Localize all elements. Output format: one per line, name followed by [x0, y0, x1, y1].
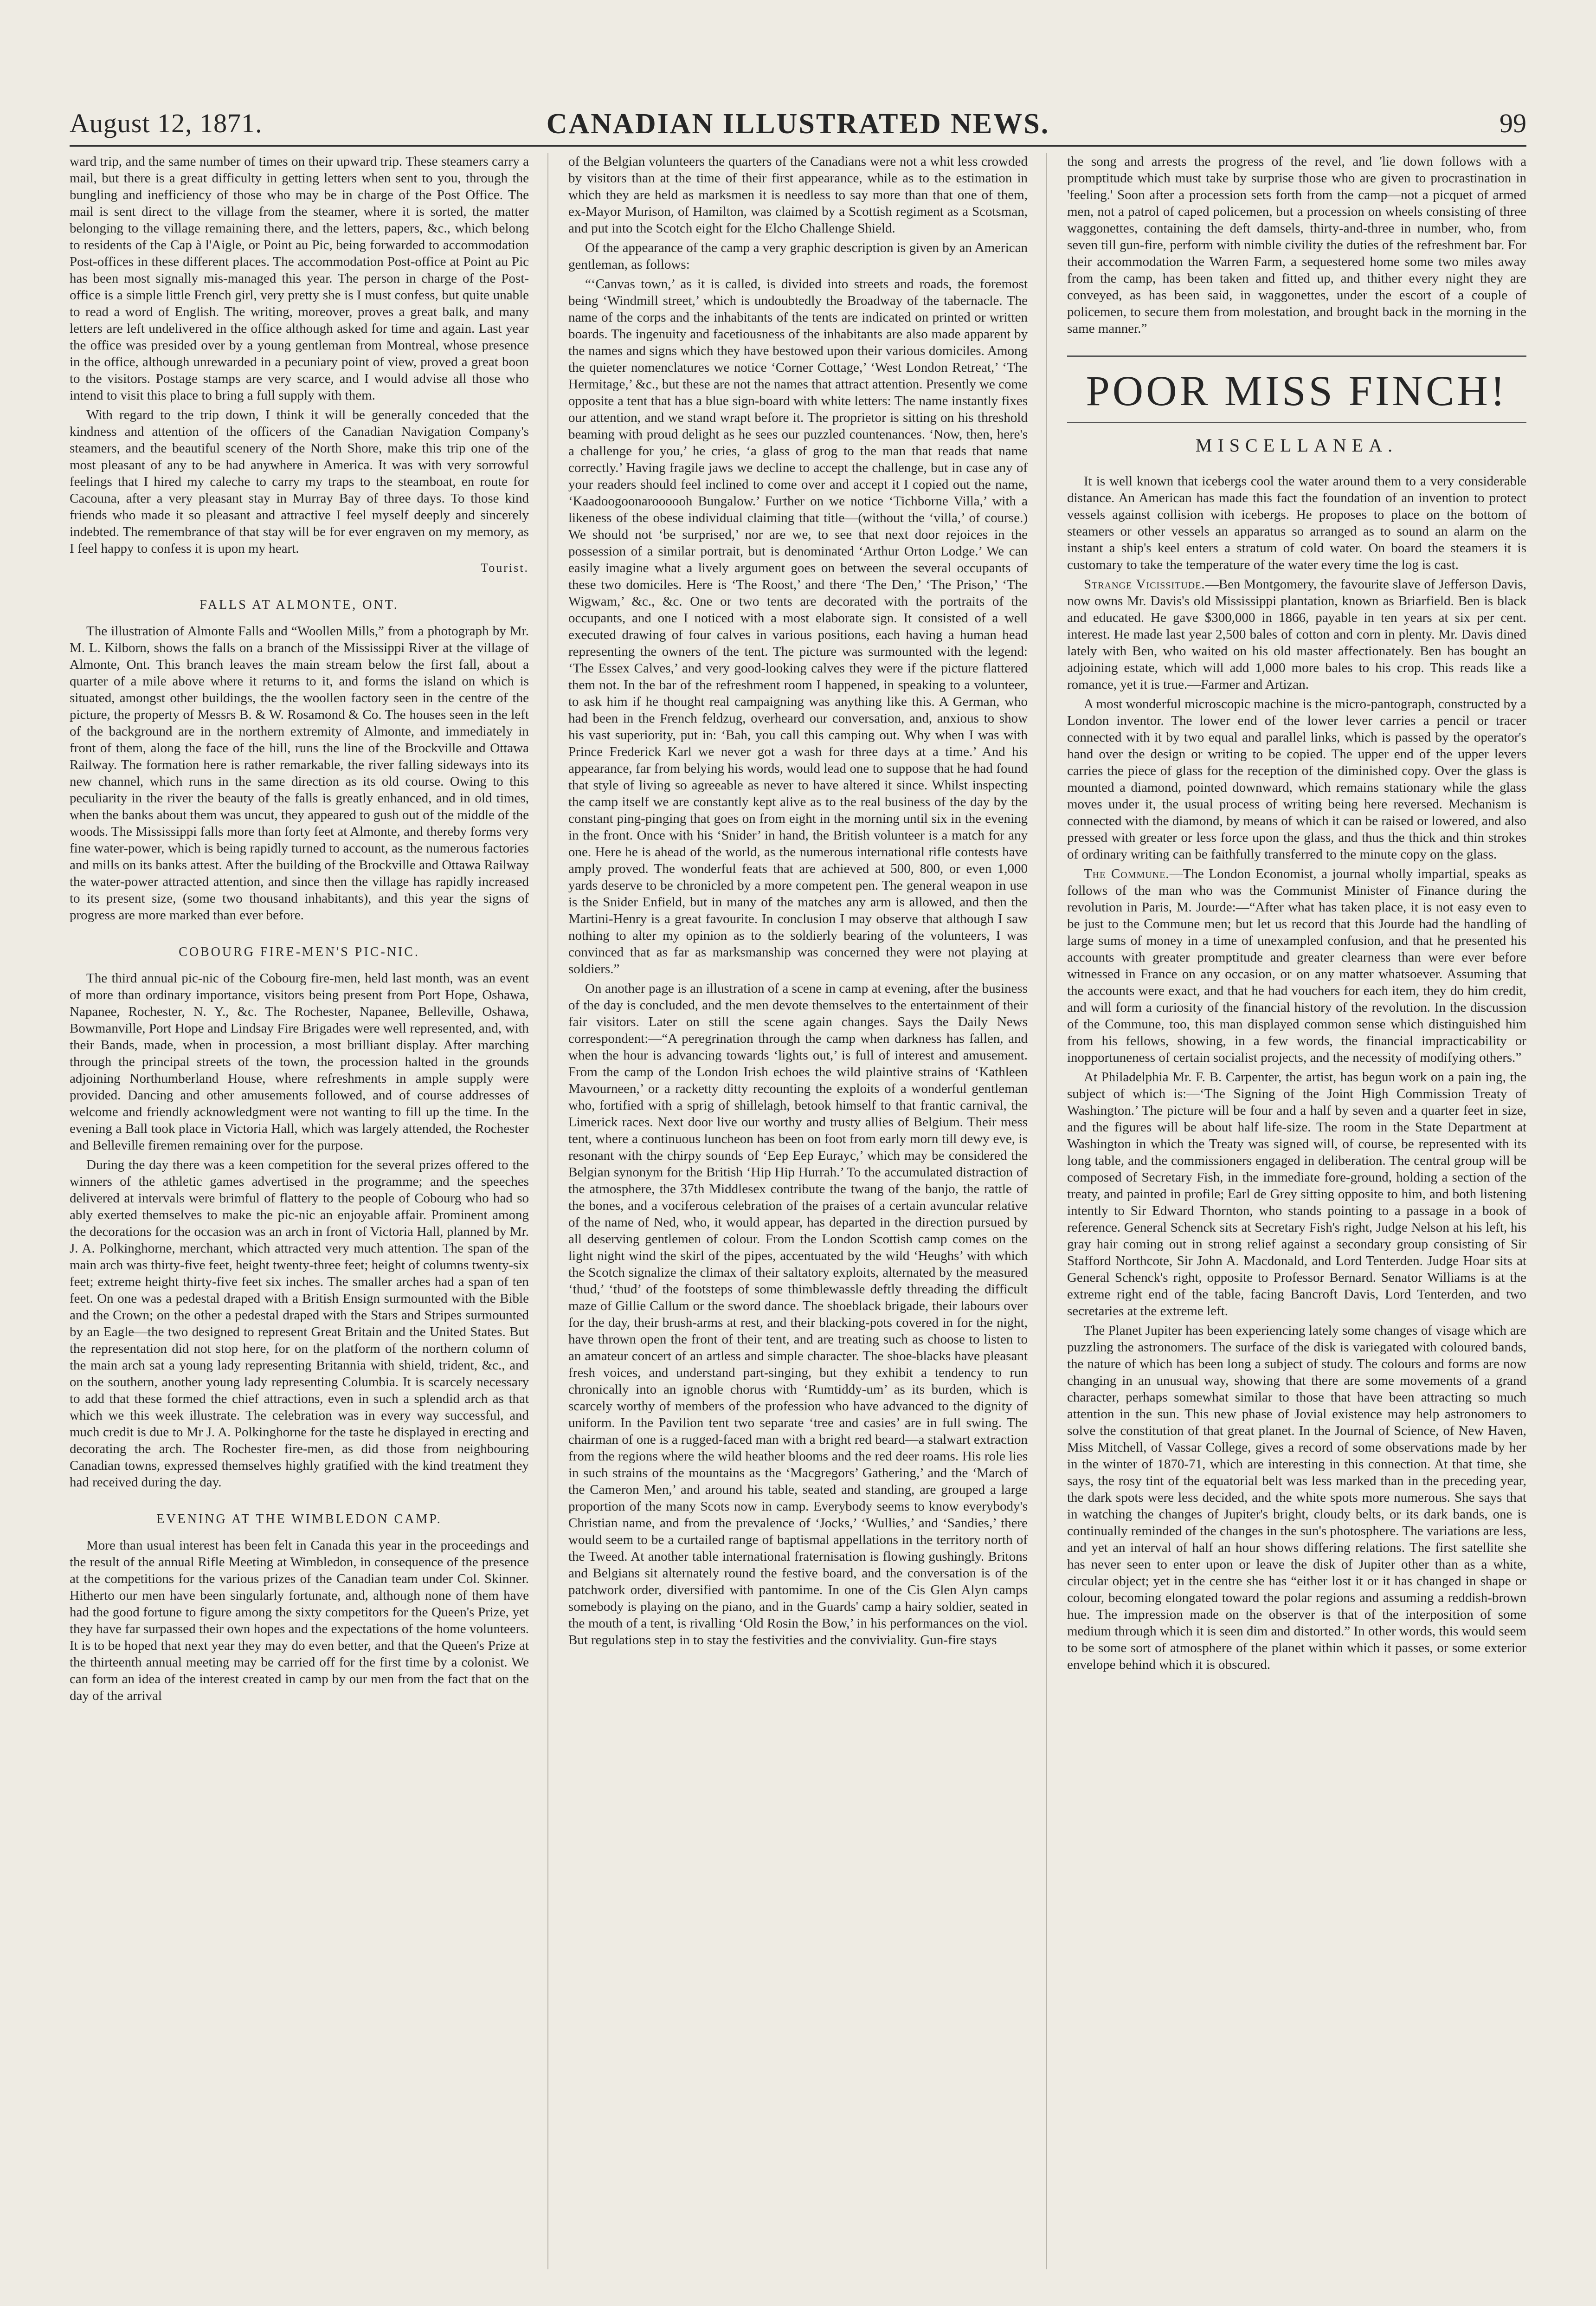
article-paragraph: the song and arrests the progress of the revel, and 'lie down follows with a promptitude which must take by surprise those who are given to procrastination in 'feeling.' Soon after a procession sets forth from the camp—not a picquet of armed men, not a patrol of caped policemen, but a procession on wheels consisting of three waggonettes, containing the deft damsels, thirty-and-three in number, who, from seven till gun-fire, perform with nimble civility the duties of the refreshment bar. For their accommodation the Warren Farm, a sequestered home some two miles away from the camp, has been taken and fitted up, and thither every night they are conveyed, as has been said, in waggonettes, under the escort of a couple of policemen, to secure them from molestation, and brought back in the morning in the same manner.”: [1067, 154, 1526, 336]
article-paragraph: The illustration of Almonte Falls and “Woollen Mills,” from a photograph by Mr. M. L. Kilborn, shows the falls on a branch of the Mississippi River at the village of Almonte, Ont. This branch leaves the main stream below the first fall, about a quarter of a mile above where it returns to it, and forms the island on which is situated, amongst other buildings, the the woollen factory seen in the centre of the picture, the property of Messrs B. & W. Rosamond & Co. The houses seen in the left of the background are in the northern extremity of Almonte, and immediately in front of them, along the face of the hill, runs the line of the Brockville and Ottawa Railway. The formation here is rather remarkable, the river falling sideways into its new channel, which runs in the same direction as its old course. Owing to this peculiarity in the river the beauty of the falls is greatly enhanced, and in old times, when the banks about them was uncut, they appeared to gush out of the middle of the woods. The Mississippi falls more than forty feet at Almonte, and thereby forms very fine water-power, which is being rapidly turned to account, as the numerous factories and mills on its banks attest. After the building of the Brockville and Ottawa Railway the water-power attracted attention, and since then the village has rapidly increased to its present size, (some two thousand inhabitants), and this year the signs of progress are more marked than ever before.: [70, 624, 529, 923]
issue-date: August 12, 1871.: [70, 108, 263, 138]
article-paragraph: At Philadelphia Mr. F. B. Carpenter, the artist, has begun work on a pain ing, the subject of which is:—‘The Signing of the Joint High Commission Treaty of Washington.’ The picture will be four and a half by seven and a quarter feet in size, and the figures will be about half life-size. The room in the State Department at Washington in which the Treaty was signed will, of course, be represented with its long table, and the commissioners engaged in deliberation. The central group will be composed of Secretary Fish, in the immediate fore-ground, holding a section of the treaty, and painted in profile; Earl de Grey sitting opposite to him, and both listening intently to Sir Edward Thornton, who stands pointing to a passage in a book of reference. General Schenck sits at Secretary Fish's right, Judge Nelson at his left, his gray hair coming out in strong relief against a secondary group consisting of Sir Stafford Northcote, Sir John A. Macdonald, and Lord Tenterden. Judge Hoar sits at General Schenck's right, opposite to Professor Bernard. Senator Williams is at the extreme right end of the table, facing Bancroft Davis, Lord Tenterden, and two secretaries at the extreme left.: [1067, 1070, 1526, 1318]
article-paragraph: of the Belgian volunteers the quarters of the Canadians were not a whit less crowded by visitors than at the time of their first appearance, while as to the estimation in which they are held as marksmen it is needless to say more than that one of them, ex-Mayor Murison, of Hamilton, was claimed by a Scottish regiment as a Scotsman, and put into the Scotch eight for the Elcho Challenge Shield.: [568, 154, 1028, 236]
item-lead: The Commune.: [1084, 866, 1170, 881]
section-heading-wimbledon: EVENING AT THE WIMBLEDON CAMP.: [156, 1512, 442, 1526]
page-number: 99: [1499, 108, 1526, 138]
article-paragraph: “‘Canvas town,’ as it is called, is divided into streets and roads, the foremost being ‘Windmill street,’ which is undoubtedly the Broadway of the tabernacle. The name of the corps and the inhabitants of the tents are indicated on printed or written boards. The ingenuity and facetiousness of the inhabitants are also made apparent by the names and signs which they have bestowed upon their various domiciles. Among the quieter nomenclatures we notice ‘Corner Cottage,’ ‘West London Retreat,’ ‘The Hermitage,’ &c., but these are not the names that attract attention. Presently we come opposite a tent that has a blue sign-board with white letters: The name instantly fixes our attention, and we stand wrapt before it. The proprietor is sitting on his threshold beaming with proud delight as he sees our puzzled countenances. ‘Now, then, here's a challenge for you,’ he cries, ‘a glass of grog to the man that reads that name correctly.’ Having fragile jaws we decline to accept the challenge, but in case any of your readers should feel inclined to come over and accept it I copied out the name, ‘Kaadoogoonaroooooh Bungalow.’ Further on we notice ‘Tichborne Villa,’ with a likeness of the obese individual claiming that title—(without the ‘villa,’ of course.) We should not ‘be surprised,’ nor are we, to see that next door rejoices in the possession of a similar portrait, but is denominated ‘Arthur Orton Lodge.’ We can easily imagine what a lively argument goes on between the several occupants of these two domiciles. Here is ‘The Roost,’ and there ‘The Den,’ ‘The Prison,’ ‘The Wigwam,’ &c., &c. One or two tents are decorated with the portraits of the occupants, and one I noticed with a most elaborate sign. It consisted of a well executed drawing of four calves in various positions, each having a human head representing the owners of the tent. The picture was surmounted with the legend: ‘The Essex Calves,’ and very good-looking calves they were if the picture flattered them not. In the bar of the refreshment room I happened, in speaking to a volunteer, to ask him if he thought real campaigning was anything like this. A German, who had been in the French feldzug, overheard our conversation, and, anxious to show his vast superiority, put in: ‘Bah, you call this camping out. Why when I was with Prince Frederick Karl we never got a wash for three days at a time.’ And his appearance, far from belying his words, would lead one to suppose that he had found that style of living so agreeable as never to have altered it since. Whilst inspecting the camp itself we are constantly kept alive as to the real business of the day by the constant ping-pinging that goes on from eight in the morning until six in the evening in the front. Once with his ‘Snider’ in hand, the British volunteer is a match for any one. Here he is ahead of the world, as the numerous international rifle contests have amply proved. The wonderful feats that are achieved at 500, 800, or even 1,000 yards deserve to be chronicled by a more competent pen. The general weapon in use is the Snider Enfield, but in many of the matches any arm is allowed, and then the Martini-Henry is a great favourite. In conclusion I may observe that although I saw nothing to alter my opinion as to the soldierly bearing of the volunteers, I was convinced that as far as marksmanship was concerned they were not playing at soldiers.”: [568, 277, 1028, 976]
section-heading-miscellanea: MISCELLANEA.: [1195, 435, 1398, 456]
article-signature: Tourist.: [481, 561, 529, 575]
column-1: [70, 153, 529, 2269]
column-rule: [1046, 153, 1047, 2269]
article-paragraph: [1067, 866, 1526, 1066]
article-paragraph: A most wonderful microscopic machine is the micro-pantograph, constructed by a London inventor. The lower end of the lower lever carries a pencil or tracer connected with it by two equal and parallel links, which is passed by the operator's hand over the design or writing to be copied. The upper end of the upper levers carries the piece of glass for the reception of the diminished copy. Over the glass is mounted a diamond, pointed downward, which remains stationary while the glass moves under it, the usual process of writing being here reversed. Mechanism is connected with the diamond, by means of which it can be raised or lowered, and also pressed with greater or less force upon the glass, and thus the thick and thin strokes of ordinary writing can be faithfully transferred to the minute copy on the glass.: [1067, 697, 1526, 862]
article-paragraph: The Planet Jupiter has been experiencing lately some changes of visage which are puzzling the astronomers. The surface of the disk is variegated with coloured bands, the nature of which has been long a subject of study. The colours and forms are now changing in an unusual way, showing that there are some movements of a grand character, perhaps somewhat similar to those that have been attracting so much attention in the sun. This new phase of Jovial existence may help astronomers to solve the constitution of that great planet. In the Journal of Science, of New Haven, Miss Mitchell, of Vassar College, gives a record of some observations made by her in the winter of 1870-71, which are interesting in this connection. At that time, she says, the rosy tint of the equatorial belt was less marked than in the preceding year, the dark spots were less decided, and the white spots more numerous. She says that in watching the changes of Jupiter's bright, cloudy belts, or its dark bands, one is continually reminded of the changes in the sun's photosphere. The variations are less, and yet an interval of half an hour shows differing relations. The first satellite she has never seen to enter upon or leave the disk of Jupiter other than as a white, circular object; yet in the centre she has “either lost it or it has changed in shape or colour, becoming elongated toward the polar regions and assuming a reddish-brown hue. The impression made on the observer is that of the interposition of some medium through which it is seen dim and distorted.” In other words, this would seem to be some sort of atmosphere of the planet within which it passes, or some exterior envelope behind which it is obscured.: [1067, 1323, 1526, 1672]
article-paragraph: [1067, 576, 1526, 693]
article-paragraph: During the day there was a keen competition for the several prizes offered to the winners of the athletic games advertised in the programme; and the speeches delivered at intervals were brimful of flattery to the people of Cobourg who had so ably exerted themselves to make the pic-nic an enjoyable affair. Prominent among the decorations for the occasion was an arch in front of Victoria Hall, planned by Mr. J. A. Polkinghorne, merchant, which attracted very much attention. The span of the main arch was thirty-five feet, height twenty-three feet; height of columns twenty-six feet; extreme height thirty-five feet six inches. The smaller arches had a span of ten feet. On one was a pedestal draped with a British Ensign surmounted with the Bible and the Crown; on the other a pedestal draped with the Stars and Stripes surmounted by an Eagle—the two designed to represent Great Britain and the United States. But the representation did not stop here, for on the platform of the northern column of the main arch sat a young lady representing Britannia with shield, trident, &c., and on the southern, another young lady representing Columbia. It is scarcely necessary to add that these formed the chief attractions, even in such a splendid arch as that which we this week illustrate. The celebration was in every way successful, and much credit is due to Mr J. A. Polkinghorne for the taste he displayed in erecting and decorating the arch. The Rochester fire-men, as did those from neighbouring Canadian towns, expressed themselves highly gratified with the kind treatment they had received during the day.: [70, 1157, 529, 1490]
article-paragraph: The third annual pic-nic of the Cobourg fire-men, held last month, was an event of more than ordinary importance, visitors being present from Port Hope, Oshawa, Napanee, Rochester, N. Y., &c. The Rochester, Napanee, Belleville, Oshawa, Bowmanville, Port Hope and Lindsay Fire Brigades were well represented, and, with their Bands, made, when in procession, a most brilliant display. After marching through the principal streets of the town, the procession halted in the grounds adjoining Northumberland House, where refreshments in ample supply were provided. Dancing and other amusements followed, and of course addresses of welcome and friendly acknowledgment were not wanting to fill up the time. In the evening a Ball took place in Victoria Hall, which was largely attended, the Rochester and Belleville firemen remaining over for the purpose.: [70, 971, 529, 1153]
article-paragraph: More than usual interest has been felt in Canada this year in the proceedings and the result of the annual Rifle Meeting at Wimbledon, in consequence of the presence at the competitions for the various prizes of the Canadian team under Col. Skinner. Hitherto our men have been singularly fortunate, and, although none of them have had the good fortune to figure among the sixty competitors for the Queen's Prize, yet they have far surpassed their own hopes and the expectations of the home volunteers. It is to be hoped that next year they may do even better, and that the Queen's Prize at the thirteenth annual meeting may be carried off for the first time by a colonist. We can form an idea of the interest created in camp by our men from the fact that on the day of the arrival: [70, 1538, 529, 1703]
article-columns: [70, 153, 1526, 2269]
section-heading-falls: FALLS AT ALMONTE, ONT.: [200, 598, 399, 612]
item-text: —Ben Montgomery, the favourite slave of Jefferson Davis, now owns Mr. Davis's old Mississippi plantation, known as Briarfield. Ben is black and educated. He gave $300,000 in 1866, payable in ten years at six per cent. interest. He made last year 2,500 bales of cotton and corn in plenty. Mr. Davis dined lately with Ben, who waited on his old master affectionately. Ben has bought an adjoining estate, which will add 1,000 more bales to his crop. This reads like a romance, yet it is true.—Farmer and Artizan.: [1067, 577, 1526, 692]
column-3: [1067, 153, 1526, 2269]
newspaper-title: CANADIAN ILLUSTRATED NEWS.: [546, 108, 1050, 140]
item-text: —The London Economist, a journal wholly impartial, speaks as follows of the man who was the Communist Minister of Finance during the revolution in Paris, M. Jourde:—“After what has taken place, it is not easy even to be just to the Commune men; but let us record that this Jourde had the handling of large sums of money in a time of unexampled confusion, and that he presented his accounts with greater promptitude and greater clearness than were ever before witnessed in France on any occasion, or on any matter whatsoever. Assuming that the accounts were exact, and that he had vouchers for each item, they do him credit, and will form a curiosity of the financial history of the revolution. In the discussion of the Commune, too, this man displayed common sense which distinguished him from his fellows, showing, in a few words, the financial impracticability or inopportuneness of certain socialist projects, and the necessity of modifying others.”: [1067, 866, 1526, 1065]
section-heading-cobourg: COBOURG FIRE-MEN'S PIC-NIC.: [179, 945, 420, 959]
article-paragraph: On another page is an illustration of a scene in camp at evening, after the business of the day is concluded, and the men devote themselves to the entertainment of their fair visitors. Later on still the scene again changes. Says the Daily News correspondent:—“A peregrination through the camp when darkness has fallen, and when the hour is advancing towards ‘lights out,’ is full of interest and amusement. From the camp of the London Irish echoes the wild plaintive strains of ‘Kathleen Mavourneen,’ or a racketty ditty recounting the exploits of a wonderful gentleman who, fortified with a sprig of shillelagh, betook himself to that frantic carnival, the Limerick races. Next door live our worthy and trusty allies of Belgium. Their mess tent, where a continuous luncheon has been on foot from early morn till dewy eve, is resonant with the chirpy sounds of ‘Eep Eep Eurayc,’ which may be considered the Belgian synonym for the British ‘Hip Hip Hurrah.’ To the accumulated distraction of the atmosphere, the 37th Middlesex contribute the twang of the banjo, the rattle of the bones, and a vociferous celebration of the praises of a certain avuncular relative of the name of Ned, who, it would appear, has departed in the direction pursued by all deserving gentlemen of colour. From the London Scottish camp comes on the light night wind the skirl of the pipes, accentuated by the wild ‘Heughs’ with which the Scotch signalize the climax of their saltatory exploits, alternated by the measured ‘thud,’ ‘thud’ of the footsteps of some thimblewassle deftly threading the difficult maze of Gillie Callum or the sword dance. The shoeblack brigade, their labours over for the day, their brush-arms at rest, and their blacking-pots covered in for the night, have thrown open the front of their tent, and are treating such as choose to listen to an amateur concert of an artless and simple character. The shoe-blacks have pleasant fresh voices, and understand part-singing, but they exhibit a tendency to run chronically into an ignoble chorus with ‘Rumtiddy-um’ as its burden, which is scarcely worthy of members of the profession who have advanced to the dignity of uniform. In the Pavilion tent two separate ‘tree and casies’ are in full swing. The chairman of one is a rugged-faced man with a bright red beard—a stalwart extraction from the regions where the wild heather blooms and the red deer roams. His role lies in such strains of the mountains as the ‘Macgregors’ Gathering,’ and the ‘March of the Cameron Men,’ and around his table, seated and standing, are grouped a large proportion of the many Scots now in camp. Everybody seems to know everybody's Christian name, and from the prevalence of ‘Jocks,’ ‘Wullies,’ and ‘Sandies,’ there would seem to be a curtailed range of baptismal appellations in the territory north of the Tweed. At another table international fraternisation is flowing gushingly. Britons and Belgians sit alternately round the festive board, and the conversation is of the patchwork order, diversified with pantomime. In one of the Cis Glen Alyn camps somebody is playing on the piano, and in the Guards' camp a hairy soldier, seated in the mouth of a tent, is rivalling ‘Old Rosin the Bow,’ in his performances on the viol. But regulations step in to stay the festivities and the conviviality. Gun-fire stays: [568, 981, 1028, 1647]
item-lead: Strange Vicissitude.: [1084, 577, 1205, 592]
article-paragraph: Of the appearance of the camp a very graphic description is given by an American gentleman, as follows:: [568, 240, 1028, 272]
article-paragraph: It is well known that icebergs cool the water around them to a very considerable distance. An American has made this fact the foundation of an invention to protect vessels against collision with icebergs. He proposes to place on the bottom of steamers or other vessels an apparatus so arranged as to sound an alarm on the instant a ship's keel enters a stratum of cold water. On board the steamers it is customary to take the temperature of the water every time the log is cast.: [1067, 474, 1526, 572]
advert-title: POOR MISS FINCH!: [1067, 355, 1526, 423]
masthead: [70, 108, 1526, 147]
article-paragraph: ward trip, and the same number of times on their upward trip. These steamers carry a mail, but there is a great difficulty in getting letters when sent to you, through the bungling and inefficiency of those who may be in charge of the Post Office. The mail is sent direct to the village from the steamer, where it is sorted, the matter belonging to the village remaining there, and the letters, papers, &c., which belong to residents of the Cap à l'Aigle, or Point au Pic, being forwarded to accommodation Post-offices in these different places. The accommodation Post-office at Point au Pic has been most signally mis-managed this year. The person in charge of the Post-office is a simple little French girl, very pretty she is I must confess, but quite unable to read a word of English. The writing, moreover, proves a great balk, and many letters are left undelivered in the office although asked for time and again. Last year the office was presided over by a young gentleman from Montreal, whose presence in the office, although unrewarded in a pecuniary point of view, proved a great boon to the visitors. Postage stamps are very scarce, and I would advise all those who intend to visit this place to bring a full supply with them.: [70, 154, 529, 403]
column-rule: [547, 153, 548, 2269]
column-2: [568, 153, 1028, 2269]
article-paragraph: With regard to the trip down, I think it will be generally conceded that the kindness and attention of the officers of the Canadian Navigation Company's steamers, and the beautiful scenery of the North Shore, make this trip one of the most pleasant of any to be had anywhere in America. It was with very sorrowful feelings that I hired my caleche to carry my traps to the steamboat, en route for Cacouna, after a very pleasant stay in Murray Bay of three days. To those kind friends who made it so pleasant and attractive I feel myself deeply and sincerely indebted. The remembrance of that stay will be for ever engraven on my memory, as I feel happy to confess it is upon my heart.: [70, 407, 529, 556]
